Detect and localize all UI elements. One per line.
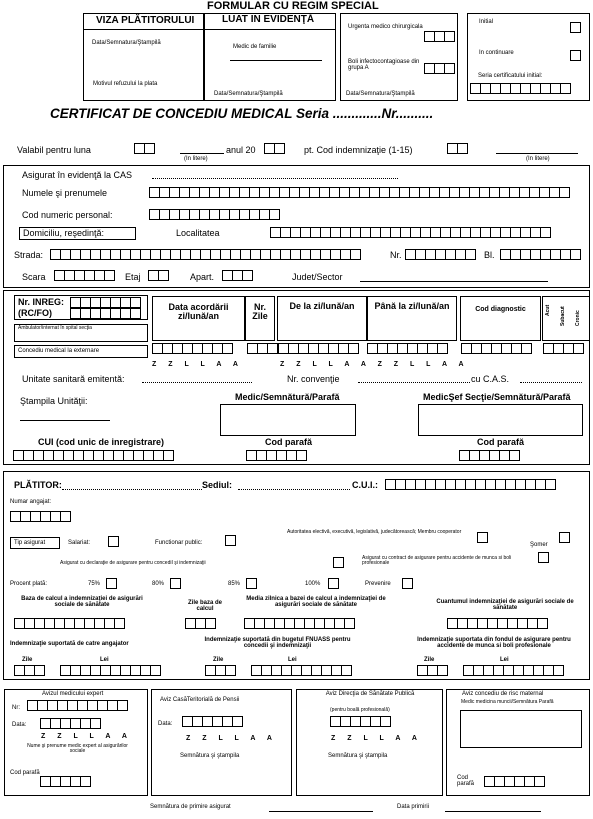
aviz-dsp-zzllaa: Z Z L L A A [331,735,422,742]
evidenta-label: Asigurat în evidenţă la CAS [22,170,133,180]
contract-checkbox[interactable] [538,552,549,563]
p75-label: 75% [88,581,101,587]
media-label: Media zilnica a bazei de calcul a indemnizaţiei de asigurări sociale de sănătate [246,596,386,609]
certificate-title: CERTIFICAT DE CONCEDIU MEDICAL Seria .............Nr.......... [50,106,434,121]
acut-label: Acut [545,304,551,316]
numar-angajat-cells[interactable] [10,511,70,522]
urgenta-label: Urgenta medico chirurgicala [348,24,423,30]
cu-cas-label: cu C.A.S. [471,374,510,384]
aviz-cjp-zzllaa: Z Z L L A A [186,735,277,742]
salariat-checkbox[interactable] [108,536,119,547]
tip-boala-cells[interactable] [543,343,583,354]
cui-cells[interactable] [13,450,173,461]
pt-cod-label: pt. Cod indemnizaţie (1-15) [304,145,413,155]
judet-label: Judet/Sector [292,272,343,282]
aviz-cjp-data-cells[interactable] [182,716,242,727]
boli-label: Boli infectocontagioase din grupa A [348,59,420,72]
medic-sef-label: MedicŞef Secţie/Semnătură/Parafă [423,392,571,402]
medic-semn-label: Medic/Semnătură/Parafă [235,392,340,402]
nume-expert-label: Nume şi prenume medic expert al asigurărilor sociale [27,743,128,755]
ind-fnuass-lei-cells[interactable] [251,665,351,676]
aviz-expert-data-label: Data: [12,722,27,728]
data-acordarii-label: Data acordării zi/lună/an [168,302,229,322]
medic-semn-box[interactable] [220,404,356,436]
aviz-expert-zzllaa: Z Z L L A A [41,733,132,740]
seria-cert-label: Seria certificatului initial: [478,73,543,79]
etaj-cells[interactable] [148,270,168,281]
nume-label: Numele şi prenumele [22,188,108,198]
cod-diag-label: Cod diagnostic [475,306,526,313]
anul-cells[interactable] [264,143,284,154]
zile-baza-cells[interactable] [185,618,215,629]
ind-angajator-lei-cells[interactable] [60,665,160,676]
zzllaa-2: Z Z L L A A Z Z L L A A [280,361,469,368]
prevenire-label: Prevenire [365,581,391,587]
urg-date-label: Data/Semnatura/Ştampilă [346,91,415,97]
cuantum-cells[interactable] [447,618,547,629]
cod-diag-cells[interactable] [461,343,531,354]
zile-label-1: Zile [22,657,33,663]
initial-checkbox[interactable] [570,22,581,33]
p75-checkbox[interactable] [106,578,117,589]
viza-date-label: Data/Semnatura/Ştampilă [92,40,161,46]
luat-title: LUAT IN EVIDENŢĂ [222,14,315,25]
scara-cells[interactable] [54,270,114,281]
de-la-cells[interactable] [278,343,358,354]
cod-parafa-label-2: Cod parafă [477,437,525,447]
autoritatea-checkbox[interactable] [477,532,488,543]
zile-label-3: Zile [424,657,435,663]
pana-la-label: Până la zi/lună/an [374,301,450,311]
p85-label: 85% [228,581,241,587]
strada-cells[interactable] [50,249,360,260]
cnp-label: Cod numeric personal: [22,210,113,220]
nume-cells[interactable] [149,187,569,198]
localitatea-label: Localitatea [176,228,220,238]
aviz-expert-label: Avizul medicului expert [42,691,104,697]
aviz-cjp-label: Aviz CasăTeritorială de Pensii [160,697,240,703]
in-litere-2: (In litere) [526,156,550,162]
scara-label: Scara [22,272,46,282]
boli-cells[interactable] [424,63,454,74]
baza-calcul-label: Baza de calcul a indemnizaţiei de asigurări sociale de sănătate [21,596,143,609]
lei-label-3: Lei [500,657,509,663]
functionar-checkbox[interactable] [225,535,236,546]
ind-fond-label: Indemnizaţie suportata din fondul de asigurare pentru accidente de munca si boli profesionale [417,637,571,650]
unitate-label: Unitate sanitară emitentă: [22,374,125,384]
cui-platitor-cells[interactable] [385,479,555,490]
zzllaa-1: Z Z L L A A [152,361,243,368]
media-cells[interactable] [244,618,354,629]
cod-parafa-cells-2[interactable] [459,450,519,461]
lei-label-1: Lei [100,657,109,663]
data-primirii-label: Data primirii [397,804,430,810]
cod-ind-cells[interactable] [447,143,467,154]
nr-zile-label: Nr. Zile [252,302,268,322]
anul-label: anul 20 [226,145,256,155]
in-litere-1: (In litere) [184,156,208,162]
cui-platitor-label: C.U.I.: [352,480,378,490]
tip-asigurat-label: Tip asigurat [14,540,46,546]
semnatura-primire-label: Semnătura de primire asigurat [150,804,231,810]
aviz-expert-nr-cells[interactable] [27,700,127,711]
continuare-checkbox[interactable] [570,50,581,61]
aviz-cjp-semnatura: Semnătura şi ştampila [180,753,240,759]
apart-label: Apart. [190,272,215,282]
cod-parafa-label-1: Cod parafă [265,437,313,447]
dsp-sub-label: (pentru boală profesională) [330,707,390,713]
nr-label: Nr. [390,250,402,260]
autoritatea-label: Autoritatea electivă, executivă, legislativă, judecătorească; Membru cooperator [287,529,462,535]
risc-sub-label: Medic medicina muncii/Semnătura Parafă [461,699,554,705]
viza-title: VIZA PLĂTITORULUI [96,15,195,26]
ind-fond-zile-cells[interactable] [417,665,447,676]
baza-calcul-cells[interactable] [14,618,124,629]
luna-cells[interactable] [134,143,154,154]
cod-parafa-bottom-label-1: Cod parafă [10,770,40,776]
rcfo-label: (RC/FO) [18,308,52,318]
aviz-expert-data-cells[interactable] [40,718,100,729]
medic-sef-box[interactable] [418,404,583,436]
p100-label: 100% [305,581,321,587]
aviz-dsp-label: Aviz Direcţia de Sănătate Publică [325,691,415,697]
declaratie-checkbox[interactable] [333,557,344,568]
zile-label-2: Zile [213,657,224,663]
continuare-label: In continuare [479,50,514,56]
platitor-label: PLĂTITOR: [14,480,62,490]
data-acordarii-cells[interactable] [152,343,232,354]
bl-cells[interactable] [500,249,580,260]
salariat-label: Salariat: [68,540,91,546]
ind-fnuass-zile-cells[interactable] [205,665,235,676]
procent-label: Procent plată: [10,581,48,587]
somer-label: Şomer [530,542,548,548]
ind-angajator-zile-cells[interactable] [14,665,44,676]
cui-label: CUI (cod unic de inregistrare) [38,437,165,447]
luat-date-label: Data/Semnatura/Ştampilă [214,91,283,97]
cuantum-label: Cuantumul indemnizaţiei de asigurări sociale de sănătate [436,599,574,612]
p80-checkbox[interactable] [170,578,181,589]
urgenta-cells[interactable] [424,31,454,42]
viza-refuz-label: Motivul refuzului la plata [93,81,158,87]
inreg-cells-1[interactable] [70,297,140,308]
sediul-label: Sediul: [202,480,233,490]
localitatea-cells[interactable] [270,227,550,238]
cod-parafa-bottom-cells-1[interactable] [40,776,90,787]
prevenire-checkbox[interactable] [402,578,413,589]
pana-la-cells[interactable] [367,343,447,354]
aviz-expert-nr-label: Nr: [12,705,20,711]
cod-parafa-bottom-label-2: Cod parafă [457,775,475,788]
zile-baza-label: Zile baza de calcul [187,600,222,613]
p100-checkbox[interactable] [328,578,339,589]
cod-parafa-bottom-cells-2[interactable] [484,776,544,787]
seria-cert-cells[interactable] [470,83,570,94]
de-la-label: De la zi/lună/an [289,301,355,311]
p85-checkbox[interactable] [246,578,257,589]
bl-label: Bl. [484,250,495,260]
stampila-label: Ştampila Unităţii: [20,396,88,406]
ambulator-label: Ambulator/internat în spital secţia [18,325,92,331]
ind-angajator-label: Indemnizaţie suportată de catre angajator [10,641,129,647]
etaj-label: Etaj [125,272,141,282]
concediu-ext-label: Concediu medical la externare [18,348,100,354]
apart-cells[interactable] [222,270,252,281]
numar-angajat-label: Numar angajat: [10,499,52,505]
ind-fnuass-label: Indemnizaţie suportată din bugetul FNUASS pentru concedii şi indemnizaţii [204,637,351,650]
cod-parafa-cells-1[interactable] [246,450,306,461]
inreg-cells-2[interactable] [70,308,140,319]
aviz-dsp-box [296,689,443,796]
luat-medic-label: Medic de familie [233,44,277,50]
p80-label: 80% [152,581,165,587]
aviz-dsp-semnatura: Semnătura şi ştampila [328,753,388,759]
nr-cells[interactable] [405,249,475,260]
initial-label: Initial [479,19,494,25]
form-title: FORMULAR CU REGIM SPECIAL [207,0,379,12]
valabil-label: Valabil pentru luna [17,145,91,155]
cronic-label: Cronic [575,310,581,326]
aviz-risc-sign-box[interactable] [460,710,582,748]
aviz-cjp-data-label: Data: [158,721,173,727]
luat-evidenta-box [204,13,336,101]
somer-checkbox[interactable] [559,532,570,543]
subacut-label: Subacut [560,306,566,326]
nr-conventie-label: Nr. convenţie [287,374,340,384]
aviz-risc-label: Aviz concediu de risc maternal [462,691,544,697]
declaratie-label: Asigurat cu declaraţie de asigurare pentru concediI şi indemnizaţii [60,560,206,566]
inreg-label: Nr. INREG: [18,297,65,307]
aviz-dsp-data-cells[interactable] [330,716,390,727]
lei-label-2: Lei [288,657,297,663]
domiciliu-label: Domiciliu, reşedinţă: [23,228,105,238]
aviz-cjp-box [151,689,292,796]
contract-label: Asigurat cu contract de asigurare pentru accidente de munca si boli profesionale [362,555,512,567]
cnp-cells[interactable] [149,209,279,220]
functionar-label: Functionar public: [155,540,203,546]
ind-fond-lei-cells[interactable] [463,665,563,676]
nr-zile-cells[interactable] [247,343,277,354]
strada-label: Strada: [14,250,44,260]
